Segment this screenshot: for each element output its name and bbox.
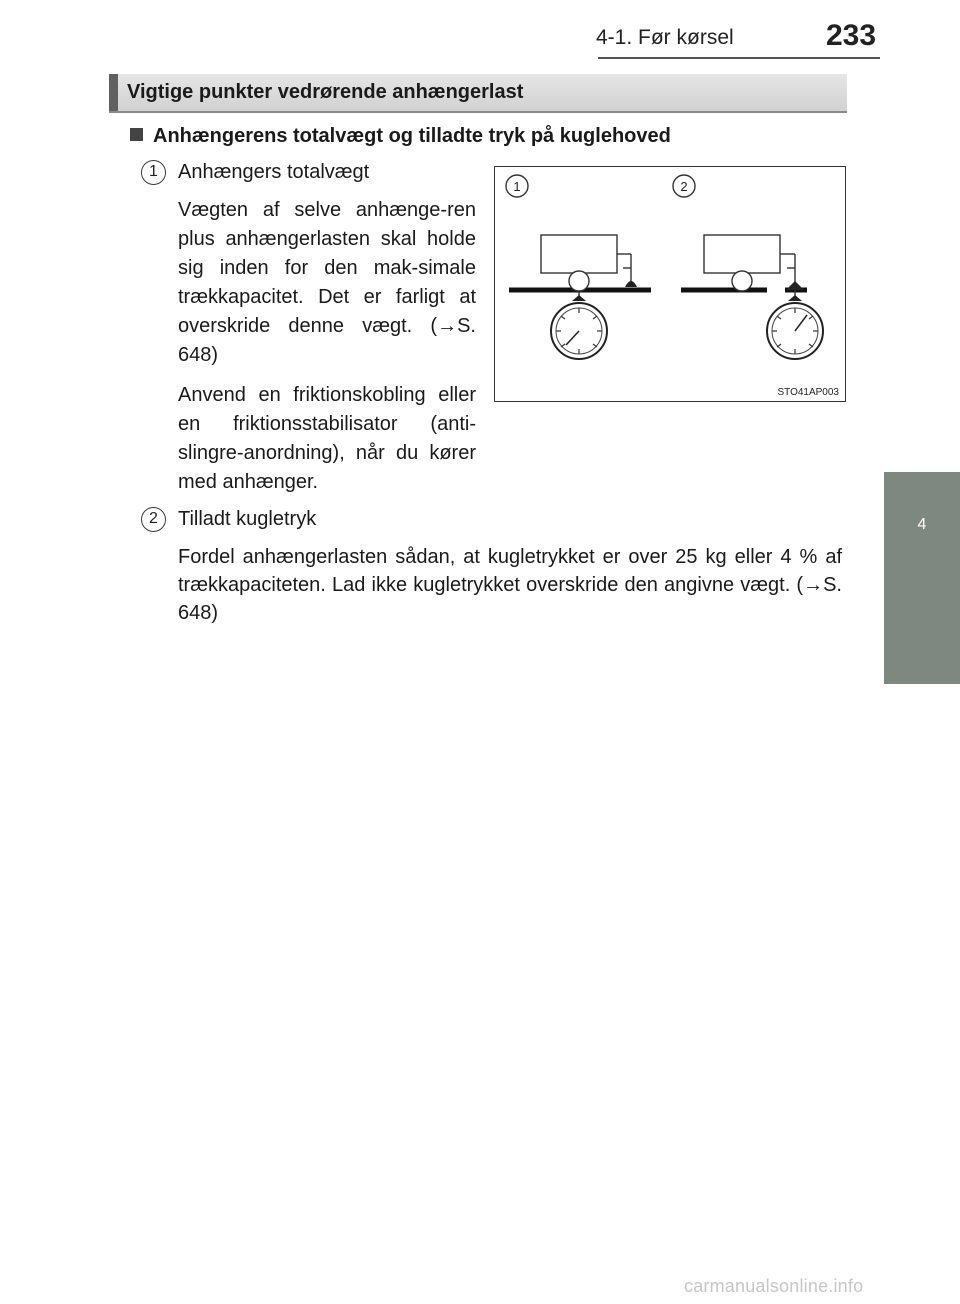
trailer-scale-right [681,235,823,359]
page-number: 233 [826,19,877,52]
item-1-paragraph-2: Anvend en friktionskobling eller en friktionsstabilisator (anti-slingre-anordning), når du kører med anhænger. [178,384,476,493]
square-bullet-icon [130,128,143,141]
figure-callout-1 [506,175,528,197]
section-bar [109,74,847,113]
item-number-2: 2 [141,507,166,532]
item-2-paragraph-1 [178,543,842,627]
arrow-right-icon: → [803,574,824,596]
item-number-1: 1 [141,160,166,185]
item-1-paragraph-1-text: Vægten af selve anhænge-ren plus anhængerlasten skal holde sig inden for den mak-simale trækkapacitet. Det er farligt at overskride denne vægt. ( [178,199,476,337]
trailer-scale-left [509,235,651,359]
trailer-weight-figure [494,166,846,402]
item-1-paragraph-1 [178,196,476,370]
subheading [130,125,671,148]
side-tab-label: Kørsel [38,586,60,644]
item-1-reference: S. 648) [178,315,476,366]
figure-callout-1-text: 1 [513,179,521,194]
figure-callout-2 [673,175,695,197]
header-section: 4-1. Før kørsel [596,26,734,49]
gauge-icon [767,303,823,359]
item-label-2: Tilladt kugletryk [178,508,317,530]
side-tab[interactable] [884,472,960,684]
section-title: Vigtige punkter vedrørende anhængerlast [127,81,524,103]
header-rule [598,57,880,59]
figure-callout-2-text: 2 [680,179,688,194]
item-2-paragraph-1-text: Fordel anhængerlasten sådan, at kugletrykket er over 25 kg eller 4 % af trækkapaciteten. Lad ikke kugletrykket overskride den angivne vægt. ( [178,546,842,596]
side-tab-number: 4 [917,516,927,533]
item-label-1: Anhængers totalvægt [178,161,370,183]
gauge-icon [551,303,607,359]
arrow-right-icon: → [437,315,458,337]
footer-watermark[interactable]: carmanualsonline.info [684,1276,864,1296]
subheading-text: Anhængerens totalvægt og tilladte tryk på kuglehoved [153,125,671,147]
item-2-reference: S. 648) [178,574,842,624]
figure-code: STO41AP003 [777,387,839,398]
